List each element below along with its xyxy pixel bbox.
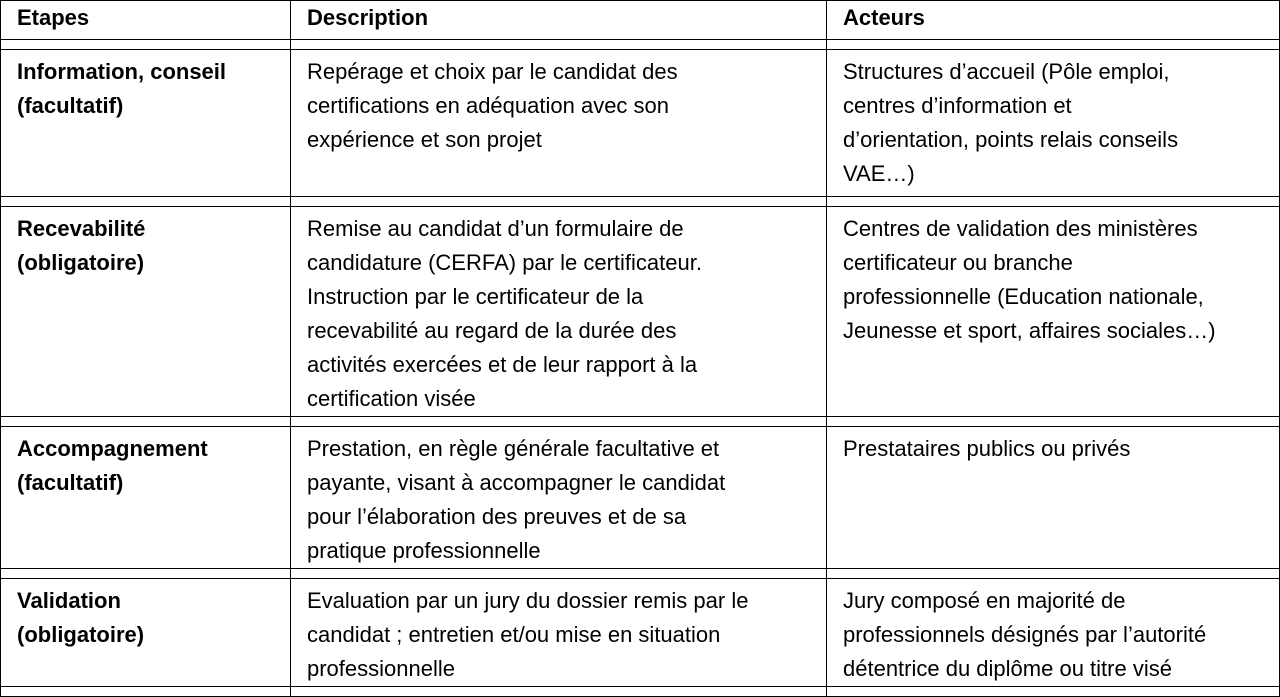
etape-mode: (facultatif) <box>17 470 124 495</box>
spacer-cell <box>827 569 1280 579</box>
acteurs-cell: Structures d’accueil (Pôle emploi, centres d’information et d’orientation, points relais conseils VAE…) <box>827 50 1280 197</box>
etape-cell <box>1 427 291 569</box>
spacer-cell <box>1 417 291 427</box>
etape-name: Validation <box>17 588 121 613</box>
etape-name: Recevabilité <box>17 216 146 241</box>
table-row <box>1 207 1280 417</box>
spacer-cell <box>291 569 827 579</box>
description-cell: Repérage et choix par le candidat des certifications en adéquation avec son expérience et son projet <box>291 50 827 197</box>
header-acteurs: Acteurs <box>827 1 1280 40</box>
spacer-row <box>1 197 1280 207</box>
etape-name: Accompagnement <box>17 436 208 461</box>
spacer-cell <box>827 197 1280 207</box>
etape-name: Information, conseil <box>17 59 227 84</box>
spacer-cell <box>291 687 827 697</box>
table-row <box>1 427 1280 569</box>
description-cell: Remise au candidat d’un formulaire de candidature (CERFA) par le certificateur. Instruction par le certificateur de la recevabilité au regard de la durée des activités exercées et de leur rapport à la certification visée <box>291 207 827 417</box>
description-cell: Evaluation par un jury du dossier remis par le candidat ; entretien et/ou mise en situation professionnelle <box>291 579 827 687</box>
table-header-row <box>1 1 1280 40</box>
etape-mode: (obligatoire) <box>17 250 145 275</box>
etape-cell <box>1 207 291 417</box>
etape-mode: (facultatif) <box>17 93 124 118</box>
header-description: Description <box>291 1 827 40</box>
acteurs-cell: Jury composé en majorité de professionnels désignés par l’autorité détentrice du diplôme ou titre visé <box>827 579 1280 687</box>
spacer-cell <box>291 40 827 50</box>
spacer-row <box>1 687 1280 697</box>
description-cell: Prestation, en règle générale facultative et payante, visant à accompagner le candidat pour l’élaboration des preuves et de sa pratique professionnelle <box>291 427 827 569</box>
spacer-cell <box>827 417 1280 427</box>
spacer-cell <box>827 40 1280 50</box>
spacer-row <box>1 40 1280 50</box>
spacer-row <box>1 417 1280 427</box>
acteurs-cell: Prestataires publics ou privés <box>827 427 1280 569</box>
etape-cell <box>1 50 291 197</box>
spacer-cell <box>1 197 291 207</box>
spacer-cell <box>1 40 291 50</box>
table-row <box>1 579 1280 687</box>
spacer-cell <box>291 197 827 207</box>
etape-mode: (obligatoire) <box>17 622 145 647</box>
spacer-cell <box>1 687 291 697</box>
spacer-row <box>1 569 1280 579</box>
spacer-cell <box>1 569 291 579</box>
spacer-cell <box>827 687 1280 697</box>
etape-cell <box>1 579 291 687</box>
table-row <box>1 50 1280 197</box>
header-etapes: Etapes <box>1 1 291 40</box>
acteurs-cell: Centres de validation des ministères certificateur ou branche professionnelle (Education nationale, Jeunesse et sport, affaires sociales…) <box>827 207 1280 417</box>
spacer-cell <box>291 417 827 427</box>
